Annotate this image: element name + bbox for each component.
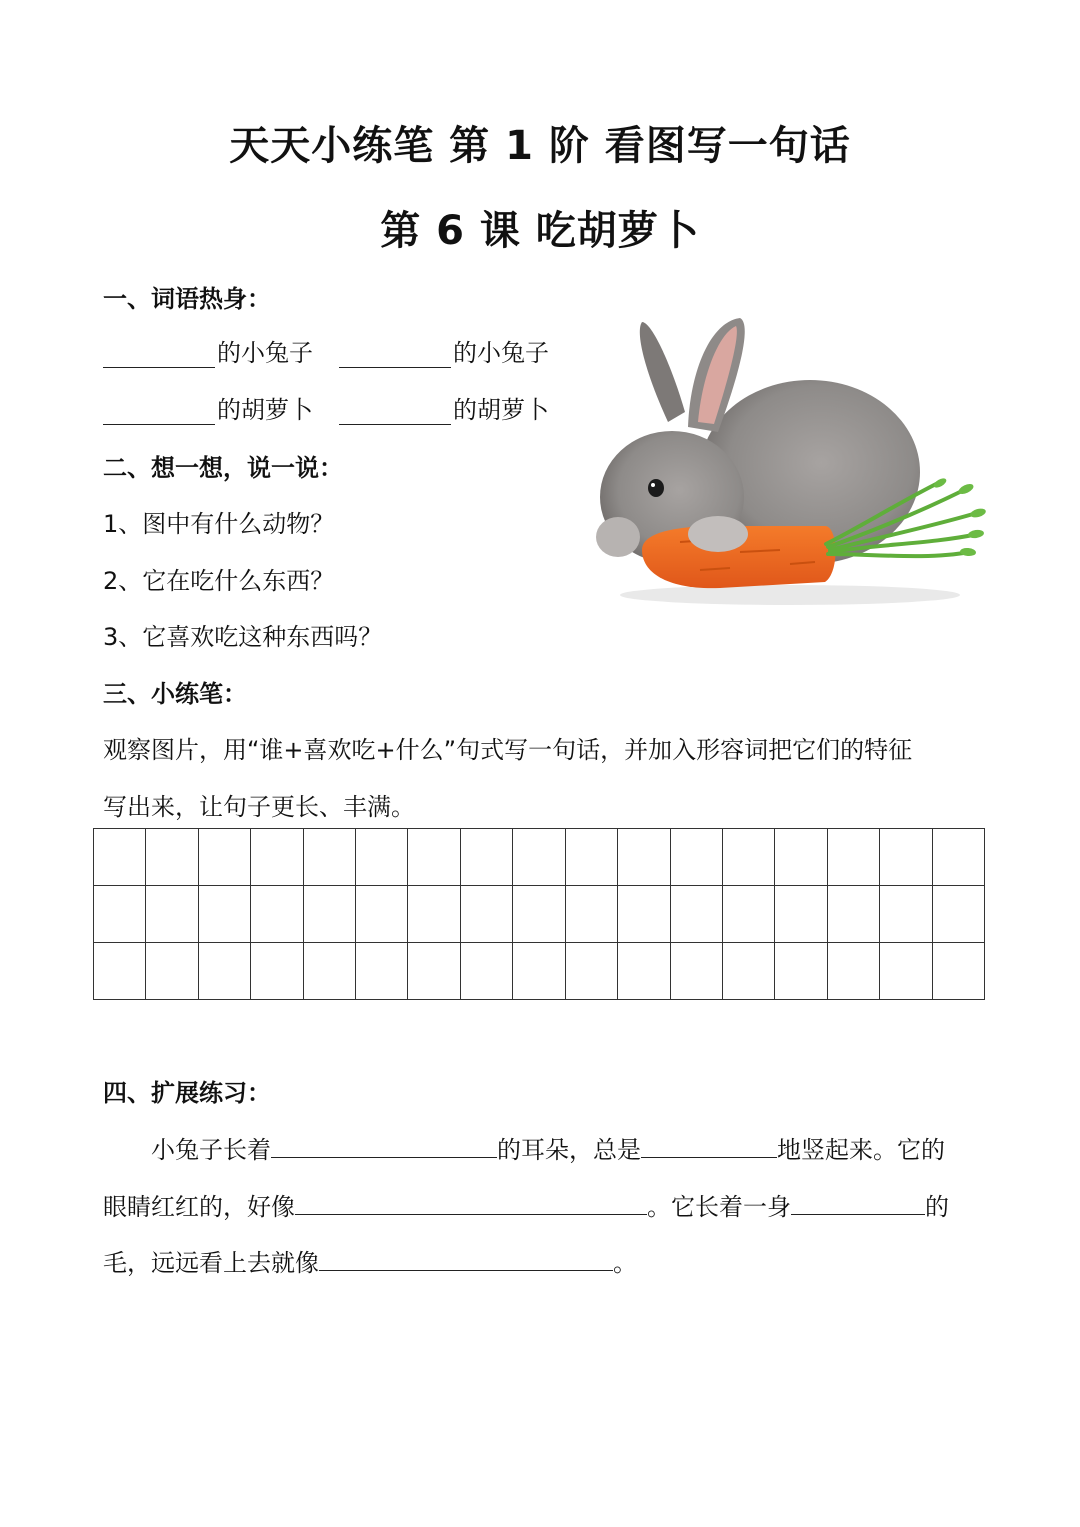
- rabbit-ear-back: [640, 322, 685, 422]
- grid-cell[interactable]: [356, 829, 408, 886]
- grid-cell[interactable]: [566, 886, 618, 943]
- grid-cell[interactable]: [251, 829, 303, 886]
- grid-cell[interactable]: [146, 829, 198, 886]
- grid-cell[interactable]: [94, 943, 146, 1000]
- word-row-1: [103, 333, 575, 368]
- word-suffix: 的小兔子: [217, 339, 313, 367]
- grid-cell[interactable]: [304, 886, 356, 943]
- extension-text: 毛，远远看上去就像: [103, 1249, 319, 1277]
- grid-cell[interactable]: [251, 886, 303, 943]
- extension-line-3: [103, 1243, 637, 1278]
- page-title: 天天小练笔 第 1 阶 看图写一句话: [229, 123, 851, 169]
- grid-cell[interactable]: [618, 943, 670, 1000]
- grid-cell[interactable]: [408, 829, 460, 886]
- grid-cell[interactable]: [566, 829, 618, 886]
- grid-cell[interactable]: [775, 829, 827, 886]
- grid-cell[interactable]: [880, 943, 932, 1000]
- grid-cell[interactable]: [775, 943, 827, 1000]
- extension-text: 。: [613, 1249, 637, 1277]
- word-fill-item: [103, 333, 313, 368]
- rabbit-eye: [648, 479, 664, 497]
- fill-blank[interactable]: [295, 1188, 647, 1215]
- extension-line-2: [103, 1187, 949, 1222]
- grid-cell[interactable]: [671, 829, 723, 886]
- rabbit-paw: [688, 516, 748, 552]
- word-suffix: 的胡萝卜: [217, 396, 313, 424]
- rabbit-eating-carrot-illustration: [590, 312, 990, 612]
- fill-blank[interactable]: [641, 1131, 777, 1158]
- grid-cell[interactable]: [199, 829, 251, 886]
- grid-cell[interactable]: [408, 886, 460, 943]
- grid-cell[interactable]: [356, 943, 408, 1000]
- grid-cell[interactable]: [933, 829, 985, 886]
- grid-cell[interactable]: [671, 886, 723, 943]
- extension-text: 地竖起来。它的: [777, 1136, 945, 1164]
- grid-cell[interactable]: [723, 829, 775, 886]
- grid-cell[interactable]: [723, 886, 775, 943]
- extension-text: 眼睛红红的，好像: [103, 1193, 295, 1221]
- word-fill-item: [103, 390, 313, 425]
- section-heading-writing: 三、小练笔：: [103, 680, 247, 708]
- grid-cell[interactable]: [880, 886, 932, 943]
- section-heading-extension: 四、扩展练习：: [103, 1079, 271, 1107]
- extension-line-1: [103, 1130, 945, 1165]
- extension-text: 的: [925, 1193, 949, 1221]
- question-item: 2、它在吃什么东西？: [103, 567, 335, 595]
- grid-cell[interactable]: [199, 943, 251, 1000]
- fill-blank[interactable]: [319, 1244, 613, 1271]
- grid-cell[interactable]: [94, 829, 146, 886]
- word-fill-item: [339, 390, 549, 425]
- grid-cell[interactable]: [618, 886, 670, 943]
- grid-cell[interactable]: [513, 829, 565, 886]
- rabbit-muzzle: [596, 517, 640, 557]
- grid-cell[interactable]: [723, 943, 775, 1000]
- grid-cell[interactable]: [566, 943, 618, 1000]
- grid-cell[interactable]: [408, 943, 460, 1000]
- word-suffix: 的胡萝卜: [453, 396, 549, 424]
- grid-cell[interactable]: [304, 943, 356, 1000]
- extension-text: 。它长着一身: [647, 1193, 791, 1221]
- grid-cell[interactable]: [146, 943, 198, 1000]
- grid-cell[interactable]: [461, 829, 513, 886]
- grid-cell[interactable]: [199, 886, 251, 943]
- extension-text: 的耳朵，总是: [497, 1136, 641, 1164]
- fill-blank[interactable]: [103, 341, 215, 368]
- grid-cell[interactable]: [146, 886, 198, 943]
- grid-cell[interactable]: [618, 829, 670, 886]
- grid-cell[interactable]: [828, 886, 880, 943]
- grid-cell[interactable]: [933, 886, 985, 943]
- section-heading-think: 二、想一想，说一说：: [103, 454, 343, 482]
- fill-blank[interactable]: [103, 398, 215, 425]
- grid-cell[interactable]: [356, 886, 408, 943]
- fill-blank[interactable]: [339, 341, 451, 368]
- grid-cell[interactable]: [775, 886, 827, 943]
- grid-cell[interactable]: [513, 943, 565, 1000]
- section-heading-warmup: 一、词语热身：: [103, 285, 271, 313]
- grid-cell[interactable]: [513, 886, 565, 943]
- question-item: 1、图中有什么动物？: [103, 510, 335, 538]
- fill-blank[interactable]: [791, 1188, 925, 1215]
- grid-cell[interactable]: [828, 829, 880, 886]
- grid-cell[interactable]: [828, 943, 880, 1000]
- word-row-2: [103, 390, 575, 425]
- instruction-line-1: 观察图片，用“谁+喜欢吃+什么”句式写一句话，并加入形容词把它们的特征: [103, 736, 913, 764]
- grid-cell[interactable]: [461, 886, 513, 943]
- question-item: 3、它喜欢吃这种东西吗？: [103, 623, 383, 651]
- extension-text: 小兔子长着: [151, 1136, 271, 1164]
- grid-cell[interactable]: [251, 943, 303, 1000]
- fill-blank[interactable]: [339, 398, 451, 425]
- writing-grid[interactable]: [93, 828, 985, 1000]
- grid-cell[interactable]: [304, 829, 356, 886]
- fill-blank[interactable]: [271, 1131, 497, 1158]
- grid-cell[interactable]: [671, 943, 723, 1000]
- shadow: [620, 585, 960, 605]
- instruction-line-2: 写出来，让句子更长、丰满。: [103, 793, 415, 821]
- lesson-title: 第 6 课 吃胡萝卜: [380, 208, 700, 254]
- word-fill-item: [339, 333, 549, 368]
- grid-cell[interactable]: [94, 886, 146, 943]
- eye-highlight: [651, 483, 655, 487]
- grid-cell[interactable]: [933, 943, 985, 1000]
- grid-cell[interactable]: [880, 829, 932, 886]
- word-suffix: 的小兔子: [453, 339, 549, 367]
- grid-cell[interactable]: [461, 943, 513, 1000]
